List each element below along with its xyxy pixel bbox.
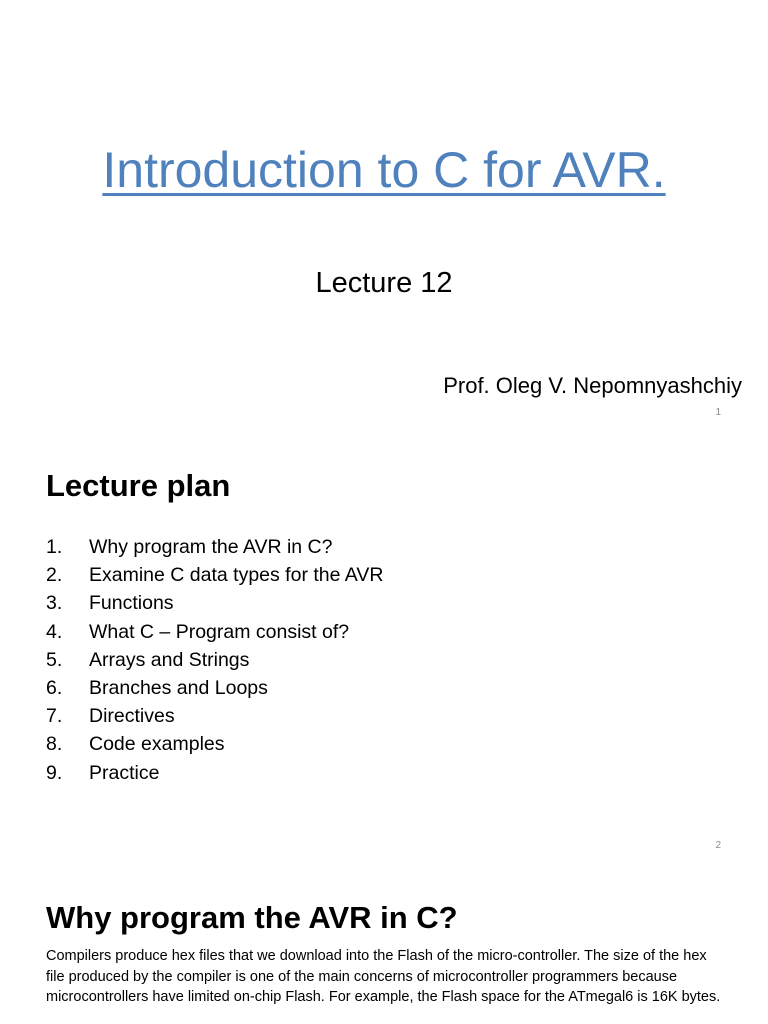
list-item-text: Arrays and Strings [89, 648, 250, 671]
list-item-number: 9. [46, 761, 63, 784]
list-item-text: Functions [89, 592, 174, 615]
slide-body-text: Compilers produce hex files that we download into the Flash of the micro-controller. The size of the hex file produced by the compiler is one of the main concerns of microcontroller programmers because microcontrollers have limited on-chip Flash. For example, the Flash space for the ATmegal6 is 16K bytes. [46, 948, 721, 1005]
list-item [46, 730, 383, 758]
list-item-number: 4. [46, 620, 63, 643]
title-slide [0, 0, 768, 432]
lecture-plan-list [46, 533, 383, 787]
list-item-text: Practice [89, 761, 160, 784]
slide-title[interactable]: Introduction to C for AVR. [102, 142, 666, 198]
list-item-number: 7. [46, 705, 63, 728]
list-item-number: 8. [46, 733, 63, 756]
list-item-text: Why program the AVR in C? [89, 536, 333, 558]
list-item [46, 533, 383, 561]
lecture-plan-slide [0, 432, 768, 864]
list-item-text: Branches and Loops [89, 676, 268, 699]
slide-heading: Lecture plan [46, 468, 231, 503]
list-item [46, 561, 383, 589]
list-item-text: Directives [89, 705, 175, 728]
list-item-number: 5. [46, 648, 63, 671]
why-c-slide [0, 864, 768, 1024]
list-item-number: 6. [46, 676, 63, 699]
list-item-number: 1. [46, 536, 63, 558]
page-number: 2 [715, 840, 721, 851]
slide-heading: Why program the AVR in C? [46, 900, 458, 935]
author-name: Prof. Oleg V. Nepomnyashchiy [443, 373, 742, 398]
list-item [46, 759, 383, 787]
slide-subtitle: Lecture 12 [315, 267, 453, 299]
list-item-text: Examine C data types for the AVR [89, 564, 384, 587]
list-item-text: Code examples [89, 733, 225, 756]
list-item [46, 589, 383, 617]
list-item [46, 618, 383, 646]
list-item [46, 674, 383, 702]
list-item [46, 646, 383, 674]
list-item-number: 3. [46, 592, 63, 615]
page-number: 1 [715, 407, 721, 418]
list-item-text: What C – Program consist of? [89, 620, 350, 643]
list-item [46, 702, 383, 730]
list-item-number: 2. [46, 564, 63, 587]
